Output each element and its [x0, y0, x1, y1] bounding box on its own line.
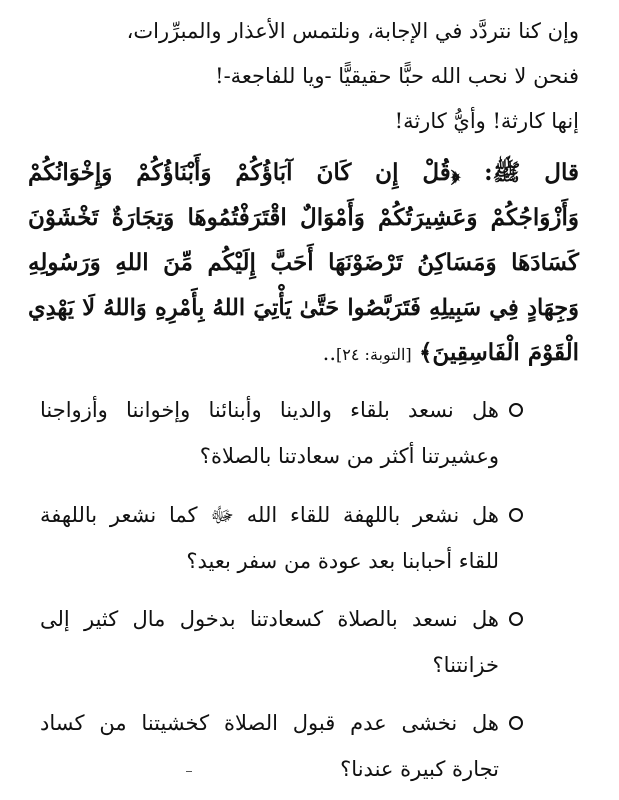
bullet-icon	[509, 508, 523, 522]
bullet-icon	[509, 612, 523, 626]
verse-tail: ..	[322, 341, 337, 365]
question-3-line-2: خزانتنا؟	[432, 653, 499, 677]
intro-line-2: فنحن لا نحب الله حبًّا حقيقيًّا -ويا للفاجعة-!	[215, 64, 579, 88]
quran-verse-line-5	[323, 336, 579, 372]
question-4-line-1: هل نخشى عدم قبول الصلاة كخشيتنا من كساد	[40, 711, 499, 735]
question-2-line-2: للقاء أحبابنا بعد عودة من سفر بعيد؟	[186, 549, 499, 573]
question-2-line-1: هل نشعر باللهفة للقاء الله ﷻ كما نشعر باللهفة	[40, 503, 499, 527]
quran-verse-line-4: وَجِهَادٍ فِي سَبِيلِهِ فَتَرَبَّصُوا حَتَّىٰ يَأْتِيَ اللهُ بِأَمْرِهِ وَاللهُ لَا يَهْدِي	[28, 295, 579, 321]
print-speck	[186, 771, 192, 772]
bullet-icon	[509, 716, 523, 730]
question-1-line-1: هل نسعد بلقاء والدينا وأبنائنا وإخواننا وأزواجنا	[40, 398, 499, 422]
question-1-line-2: وعشيرتنا أكثر من سعادتنا بالصلاة؟	[199, 444, 499, 468]
verse-reference: [التوبة: ٢٤]	[336, 345, 412, 364]
question-3-line-1: هل نسعد بالصلاة كسعادتنا بدخول مال كثير إلى	[40, 607, 499, 631]
intro-line-1: وإن كنا نتردَّد في الإجابة، ونلتمس الأعذار والمبرِّرات،	[126, 19, 579, 43]
question-4-line-2: تجارة كبيرة عندنا؟	[340, 757, 499, 781]
quran-verse-line-1: قال ﷺ: ﴿قُلْ إِن كَانَ آبَاؤُكُمْ وَأَبْنَاؤُكُمْ وَإِخْوَانُكُمْ	[28, 159, 579, 186]
intro-line-3: إنها كارثة! وأيُّ كارثة!	[394, 109, 579, 133]
quran-verse-end: الْقَوْمَ الْفَاسِقِينَ﴾	[418, 339, 579, 366]
quran-verse-line-3: كَسَادَهَا وَمَسَاكِنُ تَرْضَوْنَهَا أَحَبَّ إِلَيْكُم مِّنَ اللهِ وَرَسُولِهِ	[28, 249, 579, 276]
quran-verse-line-2: وَأَزْوَاجُكُمْ وَعَشِيرَتُكُمْ وَأَمْوَالٌ اقْتَرَفْتُمُوهَا وَتِجَارَةٌ تَخْشَوْنَ	[28, 204, 579, 231]
bullet-icon	[509, 403, 523, 417]
